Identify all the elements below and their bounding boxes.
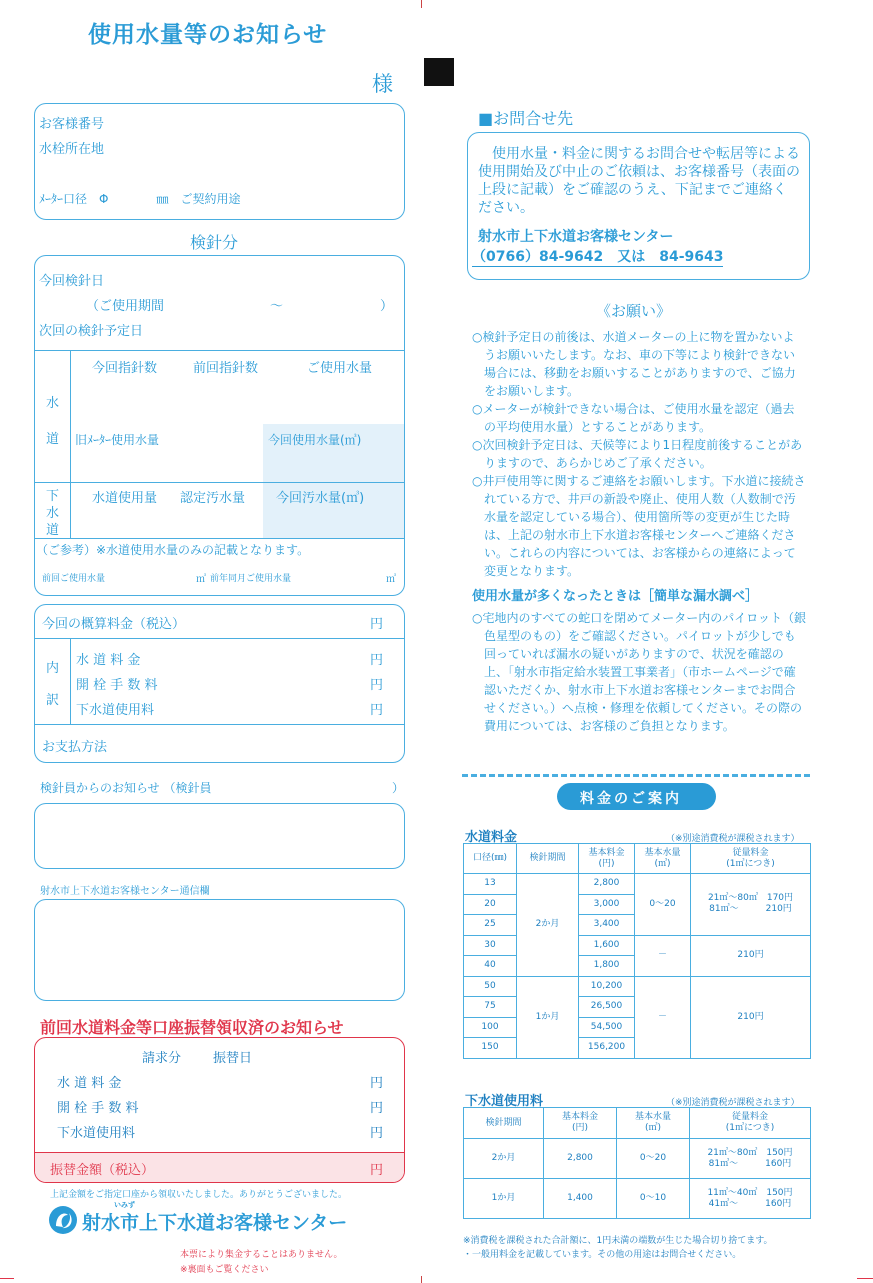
transfer-col-bill: 請求分 — [142, 1051, 182, 1066]
divider — [70, 350, 71, 538]
transfer-total-label: 振替金額（税込） — [50, 1163, 155, 1178]
charge-sewer-label: 下水道使用料 — [76, 703, 155, 718]
meter-rate-cell: 210円 — [691, 976, 811, 1058]
black-mark — [424, 58, 454, 86]
charge-water-label: 水 道 料 金 — [76, 653, 141, 668]
this-usage-label: 今回使用水量(㎥) — [268, 433, 362, 447]
dia-cell: 100 — [464, 1017, 517, 1038]
meter-rate-cell: 210円 — [691, 935, 811, 976]
divider — [35, 538, 404, 539]
meter-rate-cell — [690, 1179, 811, 1219]
base-volume-cell: － — [635, 935, 691, 976]
rate-line: 81㎥～ 160円 — [708, 1158, 792, 1169]
request-item-1: ○検針予定日の前後は、水道メーターの上に物を置かないようお願いいたします。なお、車の下等により検針できない場合には、移動をお願いすることがありますので、ご協力をお願いします。 — [472, 330, 796, 398]
fee-note-2: ・一般用料金を記載しています。その他の用途はお問合せください。 — [463, 1250, 742, 1260]
customer-number-label: お客様番号 — [39, 117, 105, 132]
header-cell: 検針期間 — [517, 844, 579, 874]
reader-notice-close: ） — [392, 781, 405, 795]
leak-heading: 使用水量が多くなったときは［簡単な漏水調べ］ — [472, 589, 759, 604]
prev-usage-label: 前回ご使用水量 — [42, 574, 106, 584]
sewer-side-2: 水 — [46, 506, 60, 521]
contact-heading: ■お問合せ先 — [478, 109, 574, 128]
old-meter-usage: 旧ﾒｰﾀｰ使用水量 — [75, 433, 160, 447]
col-prev-reading: 前回指針数 — [193, 361, 259, 376]
header-cell: 口径(㎜) — [464, 844, 517, 874]
divider — [35, 724, 404, 725]
unit-m3: ㎥ — [196, 574, 206, 585]
transfer-col-date: 振替日 — [213, 1051, 253, 1066]
transfer-footnote: 上記金額をご指定口座から領収いたしました。ありがとうございました。 — [50, 1190, 348, 1200]
rate-line: 81㎥～ 210円 — [709, 904, 792, 915]
honorific: 様 — [372, 72, 393, 96]
water-fee-tax-note: （※別途消費税が課税されます） — [666, 834, 800, 844]
dia-cell: 75 — [464, 997, 517, 1018]
header-cell: 基本料金 (円) — [579, 844, 635, 874]
header-cell: 基本料金 (円) — [544, 1108, 617, 1139]
logo-ruby: いみず — [114, 1201, 135, 1209]
dia-cell: 50 — [464, 976, 517, 997]
header-cell: 従量料金 (1㎥につき) — [690, 1108, 811, 1139]
basic-cell: 26,500 — [579, 997, 635, 1018]
header-cell: 基本水量 (㎥) — [617, 1108, 690, 1139]
center-comm-label: 射水市上下水道お客様センター通信欄 — [40, 886, 210, 897]
bottom-note-1: 本票により集金することはありません。 — [180, 1250, 343, 1260]
period-open: （ご使用期間 — [86, 299, 165, 314]
transfer-sewer-unit: 円 — [370, 1126, 384, 1141]
basic-cell: 3,400 — [579, 915, 635, 936]
water-side-2: 道 — [46, 432, 60, 447]
base-volume-cell: 0～20 — [617, 1139, 690, 1179]
contact-tel: （0766）84-9642 又は 84-9643 — [472, 246, 723, 267]
charge-sewer-unit: 円 — [370, 703, 384, 718]
payment-method-label: お支払方法 — [42, 740, 108, 755]
sewer-this-label: 今回汚水量(㎥) — [276, 491, 365, 506]
base-volume-cell: 0～10 — [617, 1179, 690, 1219]
basic-cell: 1,400 — [544, 1179, 617, 1219]
prev-year-label: 前年同月ご使用水量 — [210, 574, 292, 584]
basic-cell: 156,200 — [579, 1038, 635, 1059]
transfer-water-unit: 円 — [370, 1076, 384, 1091]
divider — [35, 1152, 404, 1153]
dia-cell: 40 — [464, 956, 517, 977]
dia-cell: 150 — [464, 1038, 517, 1059]
request-item-3: ○次回検針予定日は、天候等により1日程度前後することがありますので、あらかじめご了承ください。 — [472, 438, 803, 470]
transfer-total-unit: 円 — [370, 1163, 384, 1178]
center-comm-box — [34, 899, 405, 1001]
basic-cell: 10,200 — [579, 976, 635, 997]
sewer-side-3: 道 — [46, 523, 60, 538]
sewer-fee-tax-note: （※別途消費税が課税されます） — [666, 1098, 800, 1108]
request-item-2: ○メーターが検針できない場合は、ご使用水量を認定（過去の平均使用水量）とすることがあります。 — [472, 402, 795, 434]
yen-unit: 円 — [370, 617, 384, 632]
transfer-sewer-label: 下水道使用料 — [57, 1126, 136, 1141]
logo-text: 射水市上下水道お客様センター — [82, 1212, 348, 1234]
fee-guide-title: 料金のご案内 — [580, 791, 682, 807]
this-reading-date: 今回検針日 — [39, 274, 105, 289]
col-usage: ご使用水量 — [307, 361, 373, 376]
crop-mark — [857, 1278, 873, 1279]
dia-cell: 25 — [464, 915, 517, 936]
requests-heading: 《お願い》 — [596, 302, 672, 320]
period-cell: 1か月 — [464, 1179, 544, 1219]
bottom-note-2: ※裏面もご覧ください — [180, 1265, 269, 1275]
basic-cell: 1,600 — [579, 935, 635, 956]
fee-note-1: ※消費税を課税された合計額に、1円未満の端数が生じた場合切り捨てます。 — [463, 1236, 773, 1246]
reader-notice-label: 検針員からのお知らせ （検針員 — [40, 781, 212, 795]
sewer-water-usage: 水道使用量 — [92, 491, 158, 506]
header-cell: 従量料金 (1㎥につき) — [691, 844, 811, 874]
leak-body: ○宅地内のすべての蛇口を閉めてメーター内のパイロット（銀色星型のもの）をご確認ください。パイロットが少しでも回っていれば漏水の疑いがありますので、状況を確認の上、「射水市指定給水装置工事業者」（市ホームページで確認いただくか、射水市上下水道お客様センターまでお問合せください。）へ点検・修理を依頼してください。その際の費用については、お客様のご負担となります。 — [472, 611, 806, 733]
reference-note: （ご参考）※水道使用水量のみの記載となります。 — [36, 543, 310, 557]
reader-notice-box — [34, 803, 405, 869]
dia-cell: 30 — [464, 935, 517, 956]
transfer-heading: 前回水道料金等口座振替領収済のお知らせ — [40, 1018, 344, 1037]
charge-opening-label: 開 栓 手 数 料 — [76, 678, 158, 693]
fee-section-divider — [462, 774, 810, 777]
unit-m3: ㎥ — [386, 574, 396, 585]
transfer-water-label: 水 道 料 金 — [57, 1076, 122, 1091]
base-volume-cell: 0～20 — [635, 874, 691, 936]
divider — [35, 638, 404, 639]
logo-icon — [48, 1205, 78, 1235]
contact-center: 射水市上下水道お客様センター — [478, 229, 674, 245]
next-reading-date: 次回の検針予定日 — [39, 324, 144, 339]
sewer-fee-heading: 下水道使用料 — [465, 1094, 544, 1109]
sewer-certified: 認定汚水量 — [180, 491, 246, 506]
period-cell: 2か月 — [517, 874, 579, 977]
basic-cell: 2,800 — [544, 1139, 617, 1179]
crop-mark — [421, 1276, 422, 1283]
breakdown-side-2: 訳 — [46, 693, 60, 708]
page-title: 使用水量等のお知らせ — [88, 22, 328, 48]
header-cell: 基本水量 (㎥) — [635, 844, 691, 874]
period-cell: 2か月 — [464, 1139, 544, 1179]
crop-mark — [0, 1278, 14, 1279]
transfer-opening-label: 開 栓 手 数 料 — [57, 1101, 139, 1116]
period-cell: 1か月 — [517, 976, 579, 1058]
request-item-4: ○井戸使用等に関するご連絡をお願いします。下水道に接続されている方で、井戸の新設や廃止、使用人数（人数制で汚水量を認定している場合）、使用箇所等の変更が生じた時は、上記の射水市上下水道お客様センターへご連絡ください。これらの内容については、お客様からの連絡によって変更となります。 — [472, 474, 806, 578]
meter-rate-cell — [690, 1139, 811, 1179]
divider — [70, 638, 71, 724]
divider — [35, 350, 404, 351]
contact-body: 使用水量・料金に関するお問合せや転居等による使用開始及び中止のご依頼は、お客様番号（表面の上段に記載）をご確認のうえ、下記までご連絡ください。 — [478, 146, 800, 216]
rate-line: 41㎥～ 160円 — [708, 1198, 792, 1209]
transfer-opening-unit: 円 — [370, 1101, 384, 1116]
water-fee-table — [463, 843, 811, 1059]
estimated-total-label: 今回の概算料金（税込） — [42, 617, 186, 632]
header-cell: 検針期間 — [464, 1108, 544, 1139]
water-fee-heading: 水道料金 — [465, 830, 518, 845]
period-tilde: ～ — [270, 299, 284, 314]
charge-opening-unit: 円 — [370, 678, 384, 693]
reading-heading: 検針分 — [190, 233, 239, 252]
period-close: ） — [380, 299, 394, 314]
meter-rate-cell — [691, 874, 811, 936]
water-side-1: 水 — [46, 396, 60, 411]
meter-label: ﾒｰﾀｰ口径 Φ ㎜ ご契約用途 — [39, 192, 241, 206]
dia-cell: 13 — [464, 874, 517, 895]
basic-cell: 1,800 — [579, 956, 635, 977]
col-this-reading: 今回指針数 — [92, 361, 158, 376]
basic-cell: 54,500 — [579, 1017, 635, 1038]
rate-line: 21㎥～80㎥ 170円 — [707, 893, 794, 904]
dia-cell: 20 — [464, 894, 517, 915]
sewer-side-1: 下 — [46, 489, 60, 504]
breakdown-side-1: 内 — [46, 661, 60, 676]
charge-water-unit: 円 — [370, 653, 384, 668]
basic-cell: 3,000 — [579, 894, 635, 915]
basic-cell: 2,800 — [579, 874, 635, 895]
crop-mark — [421, 0, 422, 8]
base-volume-cell: － — [635, 976, 691, 1058]
sewer-fee-table — [463, 1107, 811, 1219]
location-label: 水栓所在地 — [39, 142, 105, 157]
rate-line: 11㎥～40㎥ 150円 — [707, 1187, 793, 1198]
rate-line: 21㎥～80㎥ 150円 — [707, 1147, 793, 1158]
